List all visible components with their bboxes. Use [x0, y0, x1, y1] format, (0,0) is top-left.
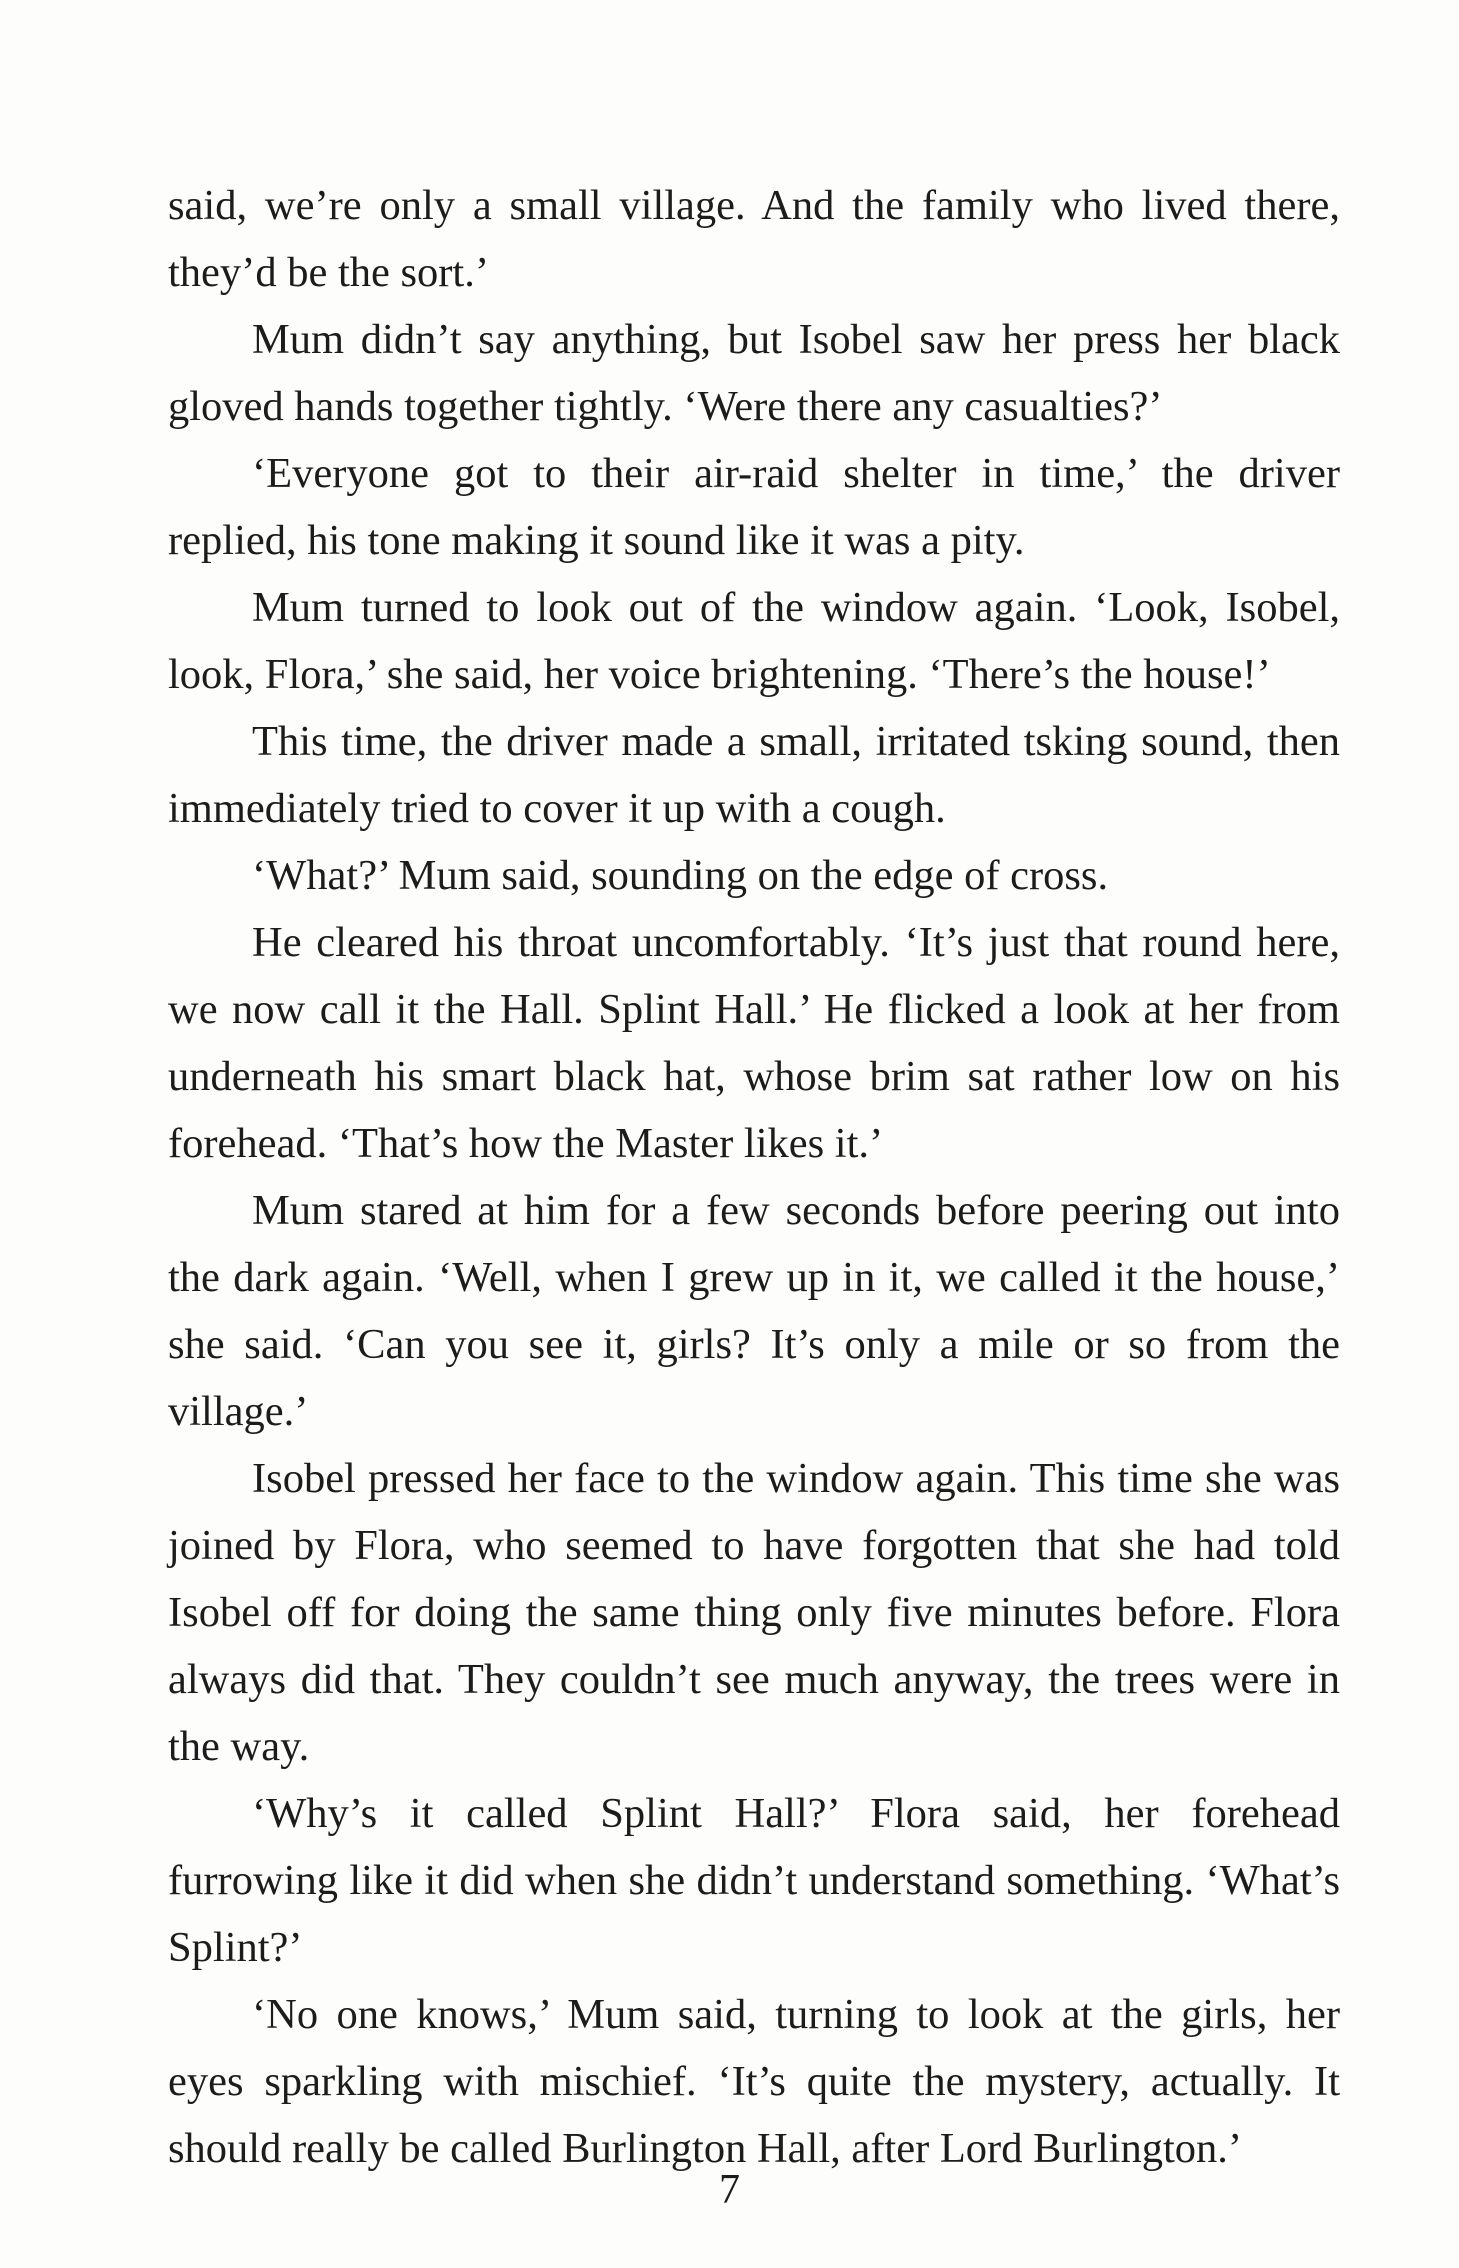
body-text — [168, 172, 1340, 2182]
paragraph: ‘No one knows,’ Mum said, turning to look at the girls, her eyes sparkling with mischief. ‘It’s quite the mystery, actually. It should really be called Burlington Hall, after Lord Burlington.’ — [168, 1991, 1340, 2172]
page-number: 7 — [719, 2167, 740, 2213]
paragraph: ‘What?’ Mum said, sounding on the edge of cross. — [252, 852, 1109, 899]
paragraph: This time, the driver made a small, irritated tsking sound, then immediately tried to cover it up with a cough. — [168, 718, 1340, 832]
paragraph: Mum stared at him for a few seconds before peering out into the dark again. ‘Well, when I grew up in it, we called it the house,’ she said. ‘Can you see it, girls? It’s only a mile or so from the village.’ — [168, 1187, 1340, 1435]
paragraph: He cleared his throat uncomfortably. ‘It’s just that round here, we now call it the Hall. Splint Hall.’ He flicked a look at her from underneath his smart black hat, whose brim sat rather low on his forehead. ‘That’s how the Master likes it.’ — [168, 919, 1340, 1167]
paragraph: Mum turned to look out of the window again. ‘Look, Isobel, look, Flora,’ she said, her voice brightening. ‘There’s the house!’ — [168, 584, 1340, 698]
paragraph: Isobel pressed her face to the window again. This time she was joined by Flora, who seemed to have forgotten that she had told Isobel off for doing the same thing only five minutes before. Flora always did that. They couldn’t see much anyway, the trees were in the way. — [168, 1455, 1340, 1770]
paragraph: said, we’re only a small village. And the family who lived there, they’d be the sort.’ — [168, 182, 1340, 296]
paragraph: ‘Why’s it called Splint Hall?’ Flora said, her forehead furrowing like it did when she didn’t understand something. ‘What’s Splint?’ — [168, 1790, 1340, 1971]
paragraph: ‘Everyone got to their air-raid shelter in time,’ the driver replied, his tone making it sound like it was a pity. — [168, 450, 1340, 564]
paragraph: Mum didn’t say anything, but Isobel saw her press her black gloved hands together tightly. ‘Were there any casualties?’ — [168, 316, 1340, 430]
